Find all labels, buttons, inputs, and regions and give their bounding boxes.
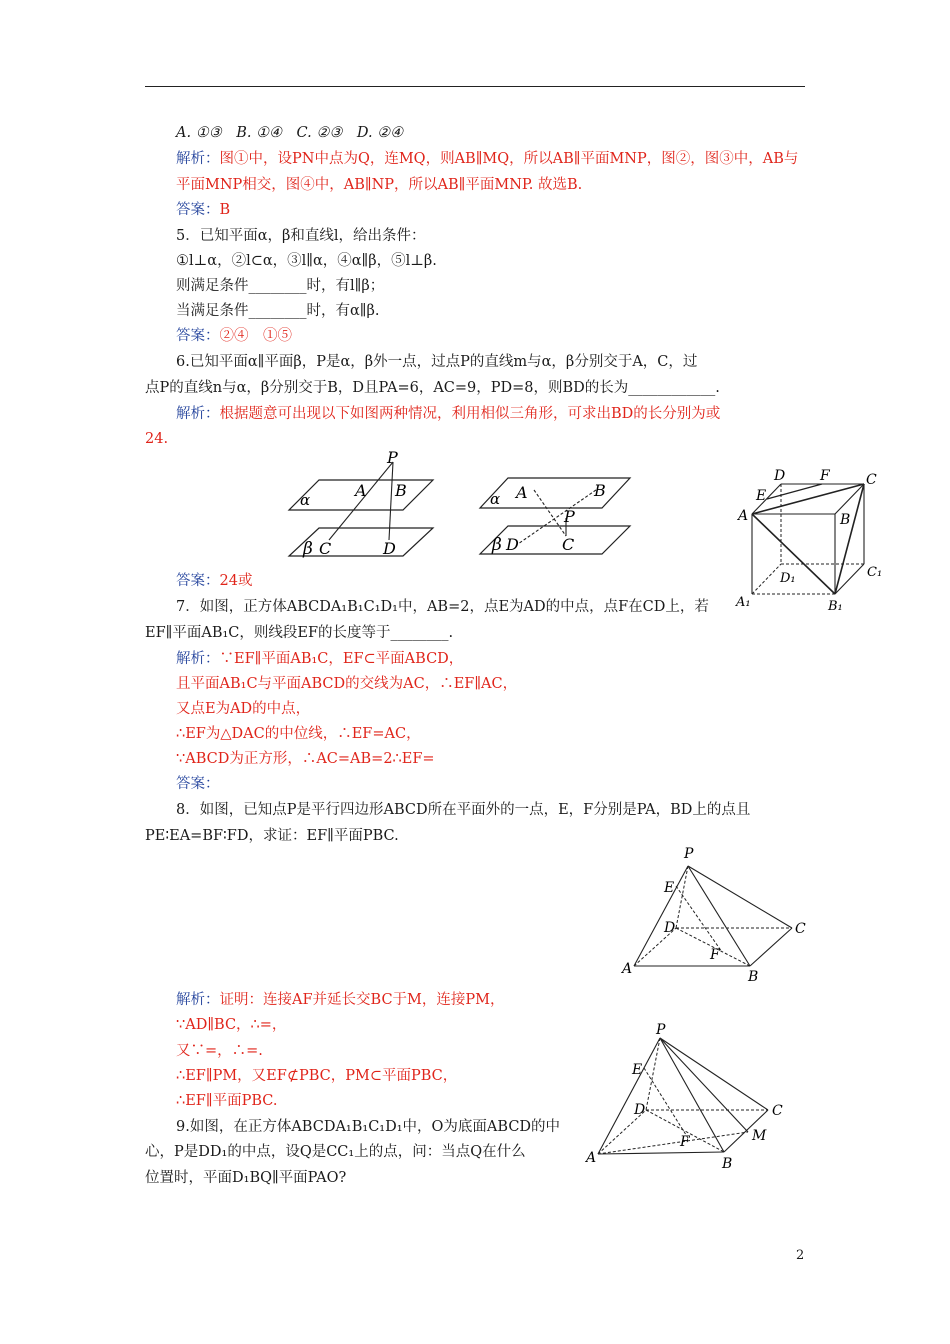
fig2-label-D: D xyxy=(506,535,519,554)
cube-label-A1: A₁ xyxy=(736,595,751,610)
pyr2-label-C: C xyxy=(772,1103,783,1119)
pyramid-figure-1 xyxy=(618,842,813,987)
q5-stem: 5．已知平面α，β和直线l，给出条件： xyxy=(176,228,426,244)
header-rule xyxy=(145,86,805,87)
pyr2-label-F: F xyxy=(680,1134,690,1150)
parallel-planes-figure-2 xyxy=(474,474,634,560)
q8-stem-line-1: 8．如图，已知点P是平行四边形ABCD所在平面外的一点，E，F分别是PA，BD上的点且 xyxy=(176,802,751,818)
fig1-label-B: B xyxy=(395,481,407,500)
q6-stem-line-1: 6.已知平面α∥平面β，P是α，β外一点，过点P的直线m与α，β分别交于A，C，过 xyxy=(176,354,698,370)
cube-figure xyxy=(734,464,884,614)
pyr2-label-D: D xyxy=(634,1102,646,1118)
q4-analysis-line-2: 平面MNP相交，图④中，AB∥NP，所以AB∥平面MNP. 故选B. xyxy=(176,177,583,193)
pyr2-label-B: B xyxy=(722,1156,733,1172)
pyr1-label-D: D xyxy=(664,920,676,936)
pyramid-figure-2 xyxy=(584,1022,794,1172)
q7-analysis-line-5: ∵ABCD为正方形，∴AC=AB=2∴EF= xyxy=(176,751,435,767)
q9-stem-line-2: 心，P是DD₁的中点，设Q是CC₁上的点，问：当点Q在什么 xyxy=(145,1144,526,1160)
q4-analysis-line-1: 解析：图①中，设PN中点为Q，连MQ，则AB∥MQ，所以AB∥平面MNP，图②，图③中，AB与 xyxy=(176,151,799,167)
cube-label-D: D xyxy=(774,468,786,484)
q7-analysis-line-2: 且平面AB₁C与平面ABCD的交线为AC，∴EF∥AC， xyxy=(176,676,518,692)
q5-blank-1: 则满足条件________时，有l∥β； xyxy=(176,278,385,294)
cube-label-A: A xyxy=(738,508,749,524)
pyr2-label-P: P xyxy=(656,1022,666,1038)
q7-analysis-line-1: 解析：∵EF∥平面AB₁C，EF⊂平面ABCD， xyxy=(176,651,464,667)
fig1-label-alpha: α xyxy=(300,491,311,509)
q6-analysis-line-1: 解析：根据题意可出现以下如图两种情况，利用相似三角形，可求出BD的长分别为或 xyxy=(176,406,721,422)
pyr1-label-B: B xyxy=(748,969,759,985)
fig1-label-D: D xyxy=(383,539,396,558)
cube-label-F: F xyxy=(820,468,830,484)
fig2-label-P: P xyxy=(564,507,575,526)
pyr1-label-F: F xyxy=(710,947,720,963)
q9-stem-line-1: 9.如图，在正方体ABCDA₁B₁C₁D₁中，O为底面ABCD的中 xyxy=(176,1119,561,1135)
q6-analysis-line-2: 24. xyxy=(145,431,169,447)
pyr1-label-C: C xyxy=(795,921,806,937)
cube-label-D1: D₁ xyxy=(780,571,796,586)
fig2-label-B: B xyxy=(594,481,606,500)
pyr2-label-E: E xyxy=(632,1062,643,1078)
q7-analysis-line-3: 又点E为AD的中点， xyxy=(176,701,311,717)
cube-label-C: C xyxy=(866,472,877,488)
fig2-label-C: C xyxy=(562,535,575,554)
q8-analysis-line-2: ∵AD∥BC，∴=， xyxy=(176,1017,287,1033)
parallel-planes-figure-1 xyxy=(285,448,440,560)
fig1-label-A: A xyxy=(355,481,367,500)
q6-answer: 答案：24或 xyxy=(176,573,253,589)
fig2-label-beta: β xyxy=(492,535,502,555)
fig1-label-beta: β xyxy=(303,539,313,559)
cube-label-B1: B₁ xyxy=(828,599,843,614)
pyr1-label-P: P xyxy=(684,846,694,862)
q6-stem-line-2: 点P的直线n与α，β分别交于B，D且PA=6，AC=9，PD=8，则BD的长为____________. xyxy=(145,380,720,396)
pyr2-label-M: M xyxy=(752,1128,767,1144)
fig1-label-P: P xyxy=(387,448,398,467)
q5-conditions: ①l⊥α，②l⊂α，③l∥α，④α∥β，⑤l⊥β. xyxy=(176,253,437,269)
q8-analysis-line-4: ∴EF∥PM，又EF⊄PBC，PM⊂平面PBC， xyxy=(176,1068,458,1084)
q7-analysis-line-4: ∴EF为△DAC的中位线，∴EF=AC， xyxy=(176,726,421,742)
q5-blank-2: 当满足条件________时，有α∥β. xyxy=(176,303,380,319)
q8-stem-line-2: PE∶EA=BF∶FD，求证：EF∥平面PBC. xyxy=(145,828,399,844)
q4-options: A. ①③ B. ①④ C. ②③ D. ②④ xyxy=(176,125,404,141)
pyr2-label-A: A xyxy=(586,1150,597,1166)
page-number: 2 xyxy=(796,1248,805,1263)
q5-answer: 答案：②④ ①⑤ xyxy=(176,328,292,344)
cube-label-E: E xyxy=(756,488,767,504)
q8-analysis-line-5: ∴EF∥平面PBC. xyxy=(176,1093,278,1109)
q7-stem-line-1: 7．如图，正方体ABCDA₁B₁C₁D₁中，AB=2，点E为AD的中点，点F在CD上，若 xyxy=(176,599,709,615)
q8-analysis-line-3: 又∵=，∴=. xyxy=(176,1043,263,1059)
q7-stem-line-2: EF∥平面AB₁C，则线段EF的长度等于________. xyxy=(145,625,454,641)
q9-stem-line-3: 位置时，平面D₁BQ∥平面PAO? xyxy=(145,1170,347,1186)
pyr1-label-A: A xyxy=(622,961,633,977)
fig2-label-A: A xyxy=(516,483,528,502)
cube-label-B: B xyxy=(840,512,851,528)
pyr1-label-E: E xyxy=(664,880,675,896)
fig1-label-C: C xyxy=(319,539,332,558)
q4-answer: 答案：B xyxy=(176,202,231,218)
fig2-label-alpha: α xyxy=(490,490,501,508)
q7-answer-label: 答案： xyxy=(176,776,220,792)
q8-analysis-line-1: 解析：证明：连接AF并延长交BC于M，连接PM， xyxy=(176,992,505,1008)
cube-label-C1: C₁ xyxy=(867,565,883,580)
